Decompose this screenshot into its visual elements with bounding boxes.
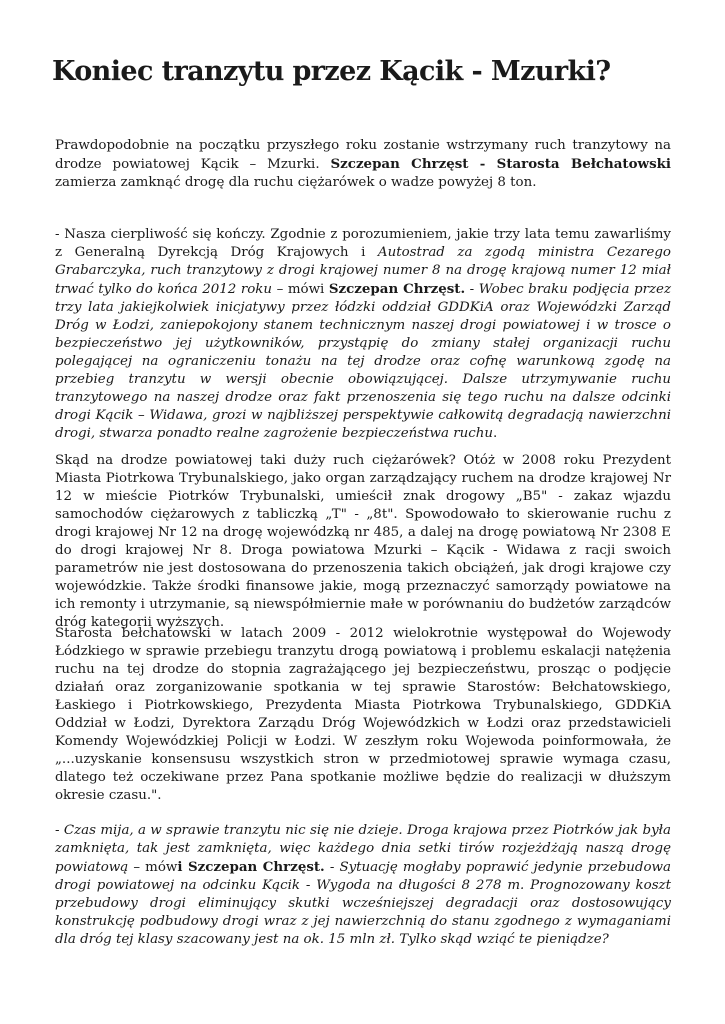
quote-1-speaker: Szczepan Chrzęst. — [328, 281, 466, 297]
paragraph-quote-2 — [55, 822, 671, 949]
paragraph-intro — [55, 137, 671, 192]
quote-2-says: mów — [140, 860, 178, 875]
quote-2-start: - Czas mija, a w sprawie tranzytu nic się nie dzieje. Droga krajowa przez Piotrków jak była zamknięta, tak jest zamknięta, więc każdego dnia setki tirów rozjeżdżają naszą drogę powiatową – — [55, 823, 671, 875]
quote-1-end: . — [493, 426, 498, 441]
article-title: Koniec tranzytu przez Kącik - Mzurki? — [52, 56, 611, 87]
quote-1-says: – mówi — [272, 282, 329, 297]
paragraph-history: Starosta bełchatowski w latach 2009 - 2012 wielokrotnie występował do Wojewody Łódzkiego w sprawie przebiegu tranzytu drogą powiatową i problemu eskalacji natężenia ruchu na tej drodze do stopnia zagrażającego jej bezpieczeństwu, prosząc o podjęcie działań oraz zorganizowanie spotkania w tej sprawie Starostów: Bełchatowskiego, Łaskiego i Piotrkowskiego, Prezydenta Miasta Piotrkowa Trybunalskiego, GDDKiA Oddział w Łodzi, Dyrektora Zarządu Dróg Wojewódzkich w Łodzi oraz przedstawicieli Komendy Wojewódzkiej Policji w Łodzi. W zeszłym roku Wojewoda poinformowała, że „...uzyskanie konsensusu wszystkich stron w przedmiotowej sprawie wymaga czasu, dlatego też oczekiwane przez Pana spotkanie możliwe będzie do realizacji w dłuższym okresie czasu.". — [55, 626, 671, 803]
quote-1-continued: - Wobec braku podjęcia przez trzy lata jakiejkolwiek inicjatywy przez łódzki oddział GDDKiA oraz Wojewódzki Zarząd Dróg w Łodzi, zaniepokojony stanem technicznym naszej drogi powiatowej i w trosce o bezpieczeństwo jej użytkowników, przystąpię do zmiany stałej organizacji ruchu polegającej na ograniczeniu tonażu na tej drodze oraz cofnę warunkową zgodę na przebieg tranzytu w wersji obecnie obowiązującej. Dalsze utrzymywanie ruchu tranzytowego na naszej drodze oraz fakt przenoszenia się tego ruchu na dalsze odcinki drogi Kącik – Widawa, grozi w najbliższej perspektywie całkowitą degradacją nawierzchni drogi, stwarza ponadto realne zagrożenie bezpieczeństwa ruchu — [55, 282, 672, 441]
intro-text: Prawdopodobnie na początku przyszłego roku zostanie wstrzymany ruch tranzytowy na drodze powiatowej Kącik – Mzurki. — [55, 138, 671, 172]
intro-text-end: zamierza zamknąć drogę dla ruchu ciężarówek o wadze powyżej 8 ton. — [55, 175, 537, 190]
paragraph-background: Skąd na drodze powiatowej taki duży ruch ciężarówek? Otóż w 2008 roku Prezydent Miasta Piotrkowa Trybunalskiego, jako organ zarządzający ruchem na drodze krajowej Nr 12 w mieście Piotrków Trybunalski, umieścił znak drogowy „B5" - zakaz wjazdu samochodów ciężarowych z tabliczką „T" - „8t". Spowodowało to skierowanie ruchu z drogi krajowej Nr 12 na drogę wojewódzką nr 485, a dalej na drogę powiatową Nr 2308 E do drogi krajowej Nr 8. Droga powiatowa Mzurki – Kącik - Widawa z racji swoich parametrów nie jest dostosowana do przenoszenia takich obciążeń, jak drogi krajowe czy wojewódzkie. Także środki finansowe jakie, mogą przeznaczyć samorządy powiatowe na ich remonty i utrzymanie, są niewspółmiernie małe w porównaniu do budżetów zarządców dróg kategorii wyższych. — [55, 453, 671, 630]
quote-2-speaker: i Szczepan Chrzęst. — [177, 859, 325, 875]
quote-1-italic: Autostrad za zgodą ministra Cezarego Grabarczyka, ruch tranzytowy z drogi krajowej numer 8 na drogę krajową numer 12 miał trwać tylko do końca 2012 roku — [55, 245, 671, 297]
quote-2-end: - Sytuację mogłaby poprawić jedynie przebudowa drogi powiatowej na odcinku Kącik - Wygoda na długości 8 278 m. Prognozowany koszt przebudowy drogi eliminujący skutki wcześniejszej degradacji oraz dostosowujący konstrukcję podbudowy drogi wraz z jej nawierzchnią do stanu zgodnego z wymaganiami dla dróg tej klasy szacowany jest na ok. 15 mln zł. Tylko skąd wziąć te pieniądze? — [55, 860, 672, 947]
intro-speaker: Szczepan Chrzęst - Starosta Bełchatowski — [330, 156, 671, 172]
quote-1-start: - Nasza cierpliwość się kończy. Zgodnie z porozumieniem, jakie trzy lata temu zawarliśmy z Generalną Dyrekcją Dróg Krajowych i — [55, 227, 671, 260]
paragraph-quote-1 — [55, 226, 671, 443]
